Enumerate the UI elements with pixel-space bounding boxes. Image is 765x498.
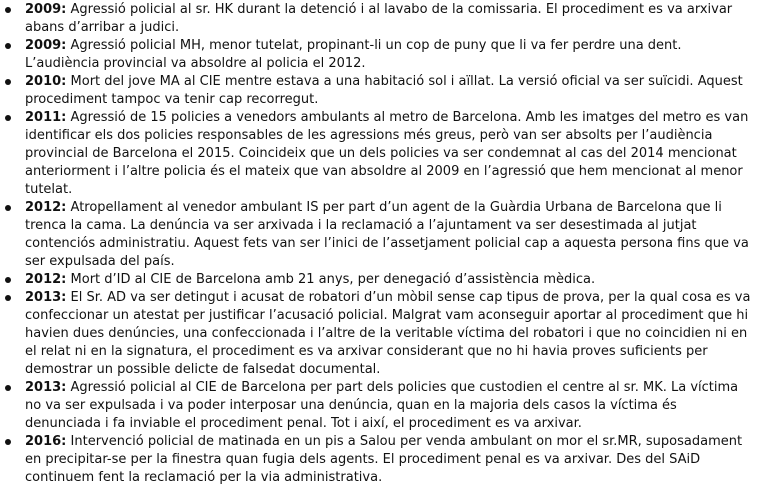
list-item <box>25 199 751 271</box>
entry-year: 2012: <box>25 272 67 287</box>
entry-text: Agressió de 15 policies a venedors ambulants al metro de Barcelona. Amb les imatges del metro es van identificar els dos policies responsables de les agressions més greus, però van ser absolts per l’audiència provincial de Barcelona el 2015. Coincideix que un dels policies va ser condemnat al cas del 2014 mencionat anteriorment i l’altre policia és el mateix que van absoldre al 2009 en l’agressió que hem mencionat al menor tutelat. <box>25 110 749 197</box>
entry-text: Mort del jove MA al CIE mentre estava a una habitació sol i aïllat. La versió oficial va ser suïcidi. Aquest procediment tampoc va tenir cap recorregut. <box>25 74 743 107</box>
entry-text: Agressió policial al CIE de Barcelona per part dels policies que custodien el centre al sr. MK. La víctima no va ser expulsada i va poder interposar una denúncia, quan en la majoria dels casos la víctima és denunciada i fa inviable el procediment penal. Tot i així, el procediment es va arxivar. <box>25 380 739 431</box>
list-item <box>25 37 751 73</box>
entry-year: 2009: <box>25 2 67 17</box>
entry-year: 2013: <box>25 380 67 395</box>
entry-year: 2010: <box>25 74 67 89</box>
list-item <box>25 1 751 37</box>
entry-text: Agressió policial al sr. HK durant la detenció i al lavabo de la comissaria. El procediment es va arxivar abans d’arribar a judici. <box>25 2 733 35</box>
entry-text: Intervenció policial de matinada en un pis a Salou per venda ambulant on mor el sr.MR, suposadament en precipitar-se per la finestra quan fugia dels agents. El procediment penal es va arxivar. Des del SAiD continuem fent la reclamació per la via administrativa. <box>25 434 743 485</box>
entry-year: 2011: <box>25 110 67 125</box>
entry-year: 2009: <box>25 38 67 53</box>
list-item <box>25 73 751 109</box>
entry-text: Atropellament al venedor ambulant IS per part d’un agent de la Guàrdia Urbana de Barcelona que li trenca la cama. La denúncia va ser arxivada i la reclamació a l’ajuntament va ser desestimada al jutjat contenciós administratiu. Aquest fets van ser l’inici de l’assetjament policial cap a aquesta persona fins que va ser expulsada del país. <box>25 200 749 269</box>
entry-text: Mort d’ID al CIE de Barcelona amb 21 anys, per denegació d’assistència mèdica. <box>70 272 596 287</box>
entry-year: 2016: <box>25 434 67 449</box>
entry-text: Agressió policial MH, menor tutelat, propinant-li un cop de puny que li va fer perdre una dent. L’audiència provincial va absoldre al policia el 2012. <box>25 38 682 71</box>
list-item <box>25 109 751 199</box>
list-item <box>25 289 751 379</box>
list-item <box>25 379 751 433</box>
entry-text: El Sr. AD va ser detingut i acusat de robatori d’un mòbil sense cap tipus de prova, per la qual cosa es va confeccionar un atestat per justificar l’acusació policial. Malgrat vam aconseguir aportar al procediment que hi havien dues denúncies, una confeccionada i l’altre de la veritable víctima del robatori i que no coincidien ni en el relat ni en la signatura, el procediment es va arxivar considerant que no hi havia proves suficients per demostrar un possible delicte de falsedat documental. <box>25 290 751 377</box>
list-item <box>25 271 751 289</box>
entry-year: 2012: <box>25 200 67 215</box>
list-item <box>25 433 751 487</box>
entry-year: 2013: <box>25 290 67 305</box>
